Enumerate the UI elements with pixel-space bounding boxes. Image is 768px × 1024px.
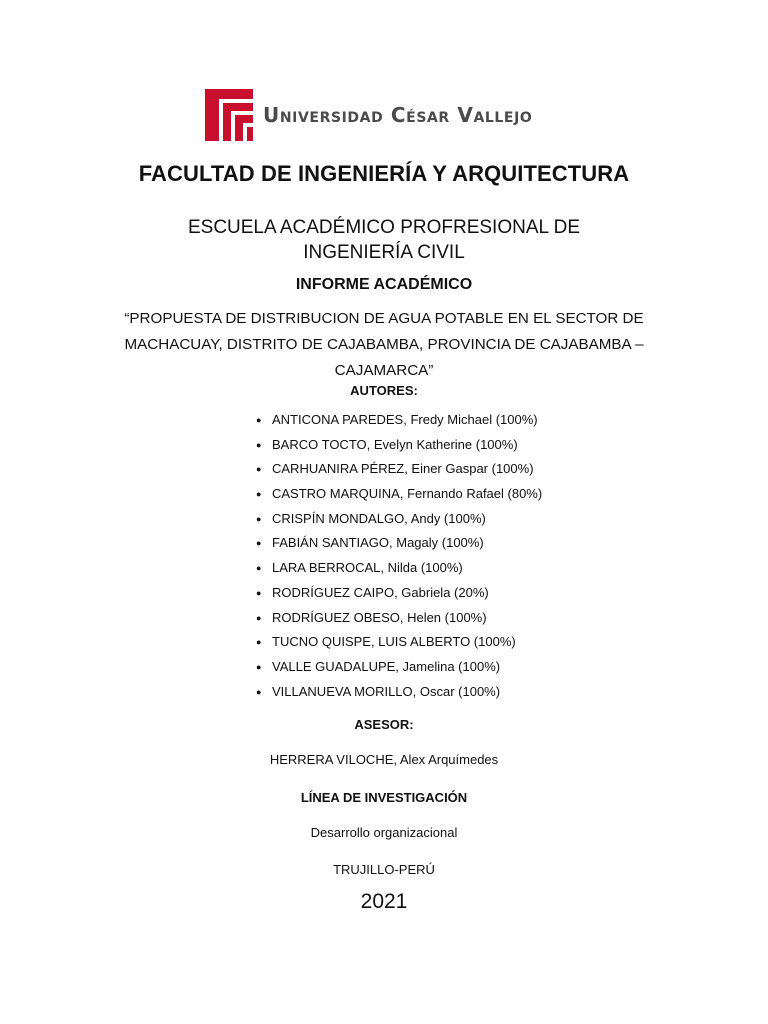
author-item: ● VILLANUEVA MORILLO, Oscar (100%): [258, 680, 542, 705]
bullet-icon: ●: [256, 538, 262, 549]
author-item: ● TUCNO QUISPE, LUIS ALBERTO (100%): [258, 630, 542, 655]
bullet-icon: ●: [256, 513, 262, 524]
bullet-icon: ●: [256, 612, 262, 623]
bullet-icon: ●: [256, 661, 262, 672]
author-item: ● ANTICONA PAREDES, Fredy Michael (100%): [258, 408, 542, 433]
report-title: [110, 306, 658, 384]
author-item: ● FABIÁN SANTIAGO, Magaly (100%): [258, 531, 542, 556]
advisor-name: HERRERA VILOCHE, Alex Arquímedes: [269, 752, 499, 767]
report-title-line-1: “PROPUESTA DE DISTRIBUCION DE AGUA POTABLE EN EL SECTOR DE: [124, 310, 644, 327]
school-title: [0, 215, 768, 265]
university-shield-icon: [203, 85, 255, 143]
author-item: ● LARA BERROCAL, Nilda (100%): [258, 556, 542, 581]
bullet-icon: ●: [256, 464, 262, 475]
research-line-value: Desarrollo organizacional: [310, 825, 458, 840]
report-type: INFORME ACADÉMICO: [295, 276, 473, 293]
school-title-line-2: INGENIERÍA CIVIL: [303, 242, 465, 263]
bullet-icon: ●: [256, 489, 262, 500]
city-country: TRUJILLO-PERÚ: [333, 862, 435, 877]
faculty-title: FACULTAD DE INGENIERÍA Y ARQUITECTURA: [138, 161, 630, 186]
bullet-icon: ●: [256, 637, 262, 648]
research-line-label: LÍNEA DE INVESTIGACIÓN: [300, 790, 468, 805]
bullet-icon: ●: [256, 415, 262, 425]
authors-label: AUTORES:: [350, 383, 418, 398]
author-item: ● BARCO TOCTO, Evelyn Katherine (100%): [258, 433, 542, 458]
school-title-line-1: ESCUELA ACADÉMICO PROFRESIONAL DE: [187, 217, 581, 238]
university-logo: [203, 84, 533, 144]
report-title-line-3: CAJAMARCA”: [334, 362, 434, 379]
bullet-icon: ●: [256, 439, 262, 450]
author-item: ● RODRÍGUEZ OBESO, Helen (100%): [258, 606, 542, 631]
bullet-icon: ●: [256, 563, 262, 574]
university-name: Universidad César Vallejo: [263, 103, 533, 127]
author-item: ● CASTRO MARQUINA, Fernando Rafael (80%): [258, 482, 542, 507]
author-item: ● RODRÍGUEZ CAIPO, Gabriela (20%): [258, 581, 542, 606]
bullet-icon: ●: [256, 587, 262, 598]
author-item: ● CARHUANIRA PÉREZ, Einer Gaspar (100%): [258, 457, 542, 482]
author-item: ● VALLE GUADALUPE, Jamelina (100%): [258, 655, 542, 680]
author-item: ● CRISPÍN MONDALGO, Andy (100%): [258, 507, 542, 532]
authors-list: [258, 408, 542, 704]
year: 2021: [360, 890, 408, 913]
advisor-label: ASESOR:: [354, 717, 414, 732]
report-title-line-2: MACHACUAY, DISTRITO DE CAJABAMBA, PROVINCIA DE CAJABAMBA –: [124, 336, 644, 353]
bullet-icon: ●: [256, 686, 262, 697]
